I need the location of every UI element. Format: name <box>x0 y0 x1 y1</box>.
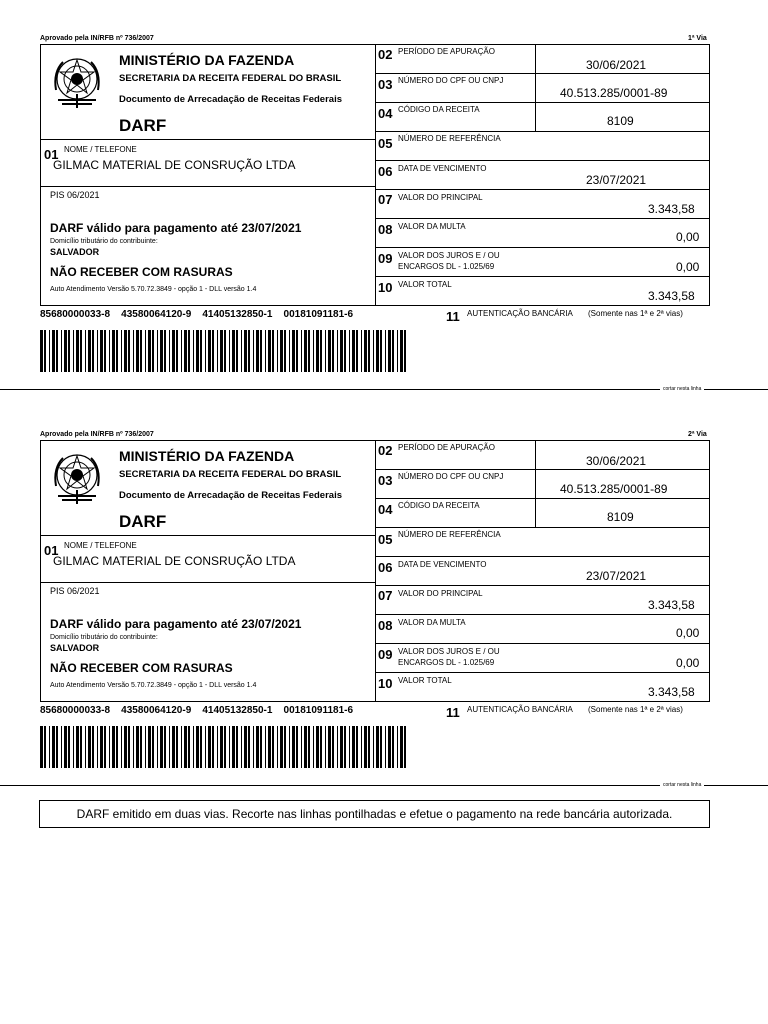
barcode-bar <box>217 330 218 372</box>
field-08-number: 08 <box>378 222 393 237</box>
field-06-label: DATA DE VENCIMENTO <box>398 164 487 173</box>
field-10-number: 10 <box>378 280 393 295</box>
barcode-bar <box>253 330 254 372</box>
barcode-bar <box>61 330 62 372</box>
barcode-bar <box>232 726 235 768</box>
barcode-bar <box>397 330 398 372</box>
barcode-bar <box>212 330 214 372</box>
barcode-bar <box>304 330 307 372</box>
barcode-bar <box>196 330 199 372</box>
barcode-bar <box>248 726 250 768</box>
barcode-bar <box>92 726 94 768</box>
barcode-bar <box>100 330 103 372</box>
barcode-bar <box>148 726 151 768</box>
approval-label: Aprovado pela IN/RFB nº 736/2007 <box>40 35 154 42</box>
field-03-number: 03 <box>378 77 393 92</box>
barcode-bar <box>337 330 338 372</box>
barcode-bar <box>224 726 226 768</box>
barcode-bar <box>104 330 106 372</box>
darf-slip-1 <box>0 0 768 390</box>
field-10-label: VALOR TOTAL <box>398 676 452 685</box>
barcode-bar <box>241 726 242 768</box>
barcode-bar <box>212 726 214 768</box>
barcode-bar <box>265 330 266 372</box>
field-07-value: 3.343,58 <box>648 202 695 216</box>
field-10-number: 10 <box>378 676 393 691</box>
barcode-bar <box>248 330 250 372</box>
field-04-label: CÓDIGO DA RECEITA <box>398 105 480 114</box>
field-03-label: NÚMERO DO CPF OU CNPJ <box>398 76 504 85</box>
barcode-bar <box>325 726 326 768</box>
field-05-number: 05 <box>378 136 393 151</box>
barcode-bar <box>217 726 218 768</box>
barcode-bar <box>109 330 110 372</box>
barcode-bar <box>40 726 43 768</box>
barcode-bar <box>116 726 118 768</box>
cut-label: cortar nesta linha <box>660 386 704 392</box>
cut-label: cortar nesta linha <box>660 782 704 788</box>
barcode-bar <box>112 726 115 768</box>
barcode-bar <box>361 330 362 372</box>
barcode-bar <box>304 726 307 768</box>
barcode-bar <box>260 726 262 768</box>
barcode-bar <box>380 726 382 768</box>
field-04-value: 8109 <box>607 510 634 524</box>
barcode-bar <box>392 726 394 768</box>
barcode-bar <box>85 330 86 372</box>
field-09-label: VALOR DOS JUROS E / OU <box>398 647 500 656</box>
domicile-label: Domicílio tributário do contribuinte: <box>50 238 158 245</box>
barcode-bar <box>97 726 98 768</box>
barcode-bar <box>344 726 346 768</box>
barcode-bar <box>44 726 46 768</box>
barcode-bar <box>160 330 163 372</box>
barcode-bar <box>356 330 358 372</box>
barcode-bar <box>124 330 127 372</box>
field-06-label: DATA DE VENCIMENTO <box>398 560 487 569</box>
barcode-bar <box>364 330 367 372</box>
darf-title: DARF <box>119 512 167 531</box>
barcode-bar <box>368 726 370 768</box>
field-07-number: 07 <box>378 588 393 603</box>
barcode-bar <box>392 330 394 372</box>
barcode-bar <box>92 330 94 372</box>
field-08-value: 0,00 <box>676 230 700 244</box>
barcode-bar <box>385 330 386 372</box>
barcode-bar <box>356 726 358 768</box>
barcode-bar <box>332 330 334 372</box>
field-02-value: 30/06/2021 <box>586 454 647 468</box>
barcode-bar <box>344 330 346 372</box>
barcode-bar <box>157 330 158 372</box>
barcode-bar <box>140 726 142 768</box>
barcode-bar <box>56 330 58 372</box>
ministry-title: MINISTÉRIO DA FAZENDA <box>119 448 295 464</box>
pis-label: PIS 06/2021 <box>50 586 100 596</box>
barcode <box>40 726 410 768</box>
barcode-bar <box>256 726 259 768</box>
field-02-label: PERÍODO DE APURAÇÃO <box>398 443 495 452</box>
barcode-bar <box>160 726 163 768</box>
barcode-bar <box>104 726 106 768</box>
barcode-bar <box>73 726 74 768</box>
barcode-bar <box>296 726 298 768</box>
barcode-bar <box>337 726 338 768</box>
auth-note: (Somente nas 1ª e 2ª vias) <box>588 309 683 318</box>
field-04-number: 04 <box>378 106 393 121</box>
field-03-value: 40.513.285/0001-89 <box>560 86 668 100</box>
barcode-bar <box>316 330 319 372</box>
barcode-bar <box>76 726 79 768</box>
field-08-number: 08 <box>378 618 393 633</box>
barcode-bar <box>184 726 187 768</box>
barcode-bar <box>229 726 230 768</box>
barcode-bar <box>400 726 403 768</box>
field-05-number: 05 <box>378 532 393 547</box>
cut-line <box>0 785 768 786</box>
barcode-bar <box>208 330 211 372</box>
brazil-coat-of-arms-icon <box>48 448 106 506</box>
barcode-bar <box>64 330 67 372</box>
barcode-bar <box>397 726 398 768</box>
field-07-value: 3.343,58 <box>648 598 695 612</box>
barcode-bar <box>268 330 271 372</box>
barcode-bar <box>73 330 74 372</box>
pis-label: PIS 06/2021 <box>50 190 100 200</box>
barcode-bar <box>133 330 134 372</box>
barcode-bar <box>200 726 202 768</box>
barcode-bar <box>176 726 178 768</box>
barcode-bar <box>349 330 350 372</box>
barcode-bar <box>265 726 266 768</box>
barcode-bar <box>85 726 86 768</box>
barcode-bar <box>188 330 190 372</box>
barcode-bar <box>176 330 178 372</box>
barcode-bar <box>313 330 314 372</box>
barcode-bar <box>121 726 122 768</box>
barcode-bar <box>328 726 331 768</box>
barcode-bar <box>277 726 278 768</box>
barcode-bar <box>116 330 118 372</box>
field-06-value: 23/07/2021 <box>586 569 647 583</box>
warning-text: NÃO RECEBER COM RASURAS <box>50 265 233 279</box>
field-02-number: 02 <box>378 443 393 458</box>
barcode-bar <box>332 726 334 768</box>
barcode-bar <box>380 330 382 372</box>
barcode-bar <box>232 330 235 372</box>
barcode-bar <box>152 330 154 372</box>
barcode-bar <box>340 330 343 372</box>
barcode-bar <box>64 726 67 768</box>
auth-note: (Somente nas 1ª e 2ª vias) <box>588 705 683 714</box>
barcode-bar <box>352 330 355 372</box>
barcode-bar <box>229 330 230 372</box>
field-01-number: 01 <box>44 147 59 162</box>
barcode-bar <box>241 330 242 372</box>
barcode-bar <box>88 726 91 768</box>
barcode-bar <box>284 726 286 768</box>
barcode-bar <box>220 726 223 768</box>
field-02-number: 02 <box>378 47 393 62</box>
barcode-bar <box>205 330 206 372</box>
field-04-value: 8109 <box>607 114 634 128</box>
field-05-label: NÚMERO DE REFERÊNCIA <box>398 530 501 539</box>
barcode-bar <box>256 330 259 372</box>
warning-text: NÃO RECEBER COM RASURAS <box>50 661 233 675</box>
version-text: Auto Atendimento Versão 5.70.72.3849 - opção 1 - DLL versão 1.4 <box>50 682 257 689</box>
barcode-bar <box>128 726 130 768</box>
cut-line <box>0 389 768 390</box>
barcode-bar <box>136 330 139 372</box>
field-02-value: 30/06/2021 <box>586 58 647 72</box>
barcode-bar <box>133 726 134 768</box>
secretariat-title: SECRETARIA DA RECEITA FEDERAL DO BRASIL <box>119 73 342 84</box>
barcode-bar <box>272 726 274 768</box>
auth-number: 11 <box>446 705 460 720</box>
barcode-bar <box>124 726 127 768</box>
barcode-bar <box>80 726 82 768</box>
barcode-bar <box>88 330 91 372</box>
barcode-bar <box>388 330 391 372</box>
barcode-bar <box>301 330 302 372</box>
barcode-bar <box>244 726 247 768</box>
barcode-bar <box>188 726 190 768</box>
barcode-bar <box>56 726 58 768</box>
field-10-value: 3.343,58 <box>648 289 695 303</box>
field-08-value: 0,00 <box>676 626 700 640</box>
field-06-value: 23/07/2021 <box>586 173 647 187</box>
barcode-bar <box>373 726 374 768</box>
field-08-label: VALOR DA MULTA <box>398 618 466 627</box>
barcode-bar <box>100 726 103 768</box>
barcode-bar <box>301 726 302 768</box>
field-10-value: 3.343,58 <box>648 685 695 699</box>
field-10-label: VALOR TOTAL <box>398 280 452 289</box>
barcode-bar <box>140 330 142 372</box>
barcode-bar <box>236 726 238 768</box>
auth-label: AUTENTICAÇÃO BANCÁRIA <box>467 309 573 318</box>
barcode-bar <box>121 330 122 372</box>
barcode-bar <box>49 330 50 372</box>
barcode-bar <box>352 726 355 768</box>
barcode-bar <box>253 726 254 768</box>
auth-label: AUTENTICAÇÃO BANCÁRIA <box>467 705 573 714</box>
barcode-bar <box>404 330 406 372</box>
barcode-bar <box>157 726 158 768</box>
barcode-bar <box>308 330 310 372</box>
barcode-bar <box>68 330 70 372</box>
barcode-bar <box>388 726 391 768</box>
validity-text: DARF válido para pagamento até 23/07/2021 <box>50 221 302 235</box>
field-01-label: NOME / TELEFONE <box>64 145 137 154</box>
darf-title: DARF <box>119 116 167 135</box>
field-07-label: VALOR DO PRINCIPAL <box>398 589 483 598</box>
barcode-bar <box>320 726 322 768</box>
footer-note: DARF emitido em duas vias. Recorte nas linhas pontilhadas e efetue o pagamento na rede bancária autorizada. <box>39 800 710 828</box>
field-07-number: 07 <box>378 192 393 207</box>
barcode-bar <box>172 330 175 372</box>
secretariat-title: SECRETARIA DA RECEITA FEDERAL DO BRASIL <box>119 469 342 480</box>
brazil-coat-of-arms-icon <box>48 52 106 110</box>
barcode-bar <box>128 330 130 372</box>
barcode-bar <box>145 330 146 372</box>
barcode-bar <box>200 330 202 372</box>
barcode-bar <box>236 330 238 372</box>
barcode-bar <box>220 330 223 372</box>
barcode-bar <box>308 726 310 768</box>
barcode-bar <box>109 726 110 768</box>
field-09-number: 09 <box>378 251 393 266</box>
field-01-number: 01 <box>44 543 59 558</box>
field-09-label-2: ENCARGOS DL - 1.025/69 <box>398 262 495 271</box>
field-09-number: 09 <box>378 647 393 662</box>
field-02-label: PERÍODO DE APURAÇÃO <box>398 47 495 56</box>
barcode-bar <box>385 726 386 768</box>
domicile-label: Domicílio tributário do contribuinte: <box>50 634 158 641</box>
barcode-bar <box>313 726 314 768</box>
field-03-label: NÚMERO DO CPF OU CNPJ <box>398 472 504 481</box>
field-01-value: GILMAC MATERIAL DE CONSRUÇÃO LTDA <box>53 158 296 172</box>
field-03-value: 40.513.285/0001-89 <box>560 482 668 496</box>
auth-number: 11 <box>446 309 460 324</box>
barcode-bar <box>368 330 370 372</box>
barcode-bar <box>52 726 55 768</box>
barcode-bar <box>76 330 79 372</box>
barcode-bar <box>148 330 151 372</box>
document-title: Documento de Arrecadação de Receitas Federais <box>119 94 342 105</box>
barcode-bar <box>136 726 139 768</box>
document-title: Documento de Arrecadação de Receitas Federais <box>119 490 342 501</box>
barcode-bar <box>112 330 115 372</box>
barcode-bar <box>164 330 166 372</box>
barcode-bar <box>296 330 298 372</box>
barcode-bar <box>361 726 362 768</box>
barcode-bar <box>376 726 379 768</box>
field-09-value: 0,00 <box>676 656 700 670</box>
barcode-digits: 85680000033-8 43580064120-9 41405132850-1 00181091181-6 <box>40 705 354 716</box>
barcode-bar <box>205 726 206 768</box>
barcode-bar <box>280 726 283 768</box>
barcode-bar <box>260 330 262 372</box>
via-label: 2ª Via <box>688 431 707 438</box>
barcode-bar <box>181 330 182 372</box>
field-08-label: VALOR DA MULTA <box>398 222 466 231</box>
barcode-bar <box>244 330 247 372</box>
barcode-bar <box>224 330 226 372</box>
barcode-bar <box>172 726 175 768</box>
barcode-bar <box>268 726 271 768</box>
barcode-bar <box>40 330 43 372</box>
barcode-bar <box>316 726 319 768</box>
barcode-bar <box>325 330 326 372</box>
barcode-bar <box>400 330 403 372</box>
barcode-bar <box>277 330 278 372</box>
field-06-number: 06 <box>378 164 393 179</box>
field-05-label: NÚMERO DE REFERÊNCIA <box>398 134 501 143</box>
field-01-label: NOME / TELEFONE <box>64 541 137 550</box>
barcode-bar <box>272 330 274 372</box>
barcode-digits: 85680000033-8 43580064120-9 41405132850-1 00181091181-6 <box>40 309 354 320</box>
barcode-bar <box>373 330 374 372</box>
barcode-bar <box>208 726 211 768</box>
barcode-bar <box>193 330 194 372</box>
approval-label: Aprovado pela IN/RFB nº 736/2007 <box>40 431 154 438</box>
barcode-bar <box>164 726 166 768</box>
barcode-bar <box>80 330 82 372</box>
barcode-bar <box>181 726 182 768</box>
barcode-bar <box>376 330 379 372</box>
field-09-label: VALOR DOS JUROS E / OU <box>398 251 500 260</box>
barcode-bar <box>152 726 154 768</box>
city-value: SALVADOR <box>50 643 100 653</box>
barcode-bar <box>349 726 350 768</box>
barcode-bar <box>364 726 367 768</box>
barcode-bar <box>404 726 406 768</box>
barcode-bar <box>320 330 322 372</box>
barcode-bar <box>196 726 199 768</box>
barcode-bar <box>340 726 343 768</box>
field-03-number: 03 <box>378 473 393 488</box>
barcode-bar <box>292 726 295 768</box>
barcode-bar <box>49 726 50 768</box>
darf-slip-2 <box>0 396 768 786</box>
ministry-title: MINISTÉRIO DA FAZENDA <box>119 52 295 68</box>
barcode <box>40 330 410 372</box>
field-07-label: VALOR DO PRINCIPAL <box>398 193 483 202</box>
barcode-bar <box>280 330 283 372</box>
barcode-bar <box>61 726 62 768</box>
barcode-bar <box>145 726 146 768</box>
validity-text: DARF válido para pagamento até 23/07/2021 <box>50 617 302 631</box>
field-09-label-2: ENCARGOS DL - 1.025/69 <box>398 658 495 667</box>
barcode-bar <box>68 726 70 768</box>
via-label: 1ª Via <box>688 35 707 42</box>
field-06-number: 06 <box>378 560 393 575</box>
barcode-bar <box>289 726 290 768</box>
field-01-value: GILMAC MATERIAL DE CONSRUÇÃO LTDA <box>53 554 296 568</box>
barcode-bar <box>52 330 55 372</box>
city-value: SALVADOR <box>50 247 100 257</box>
field-04-label: CÓDIGO DA RECEITA <box>398 501 480 510</box>
barcode-bar <box>328 330 331 372</box>
version-text: Auto Atendimento Versão 5.70.72.3849 - opção 1 - DLL versão 1.4 <box>50 286 257 293</box>
barcode-bar <box>169 330 170 372</box>
field-09-value: 0,00 <box>676 260 700 274</box>
barcode-bar <box>169 726 170 768</box>
barcode-bar <box>44 330 46 372</box>
barcode-bar <box>284 330 286 372</box>
barcode-bar <box>292 330 295 372</box>
barcode-bar <box>193 726 194 768</box>
barcode-bar <box>289 330 290 372</box>
field-04-number: 04 <box>378 502 393 517</box>
barcode-bar <box>97 330 98 372</box>
barcode-bar <box>184 330 187 372</box>
